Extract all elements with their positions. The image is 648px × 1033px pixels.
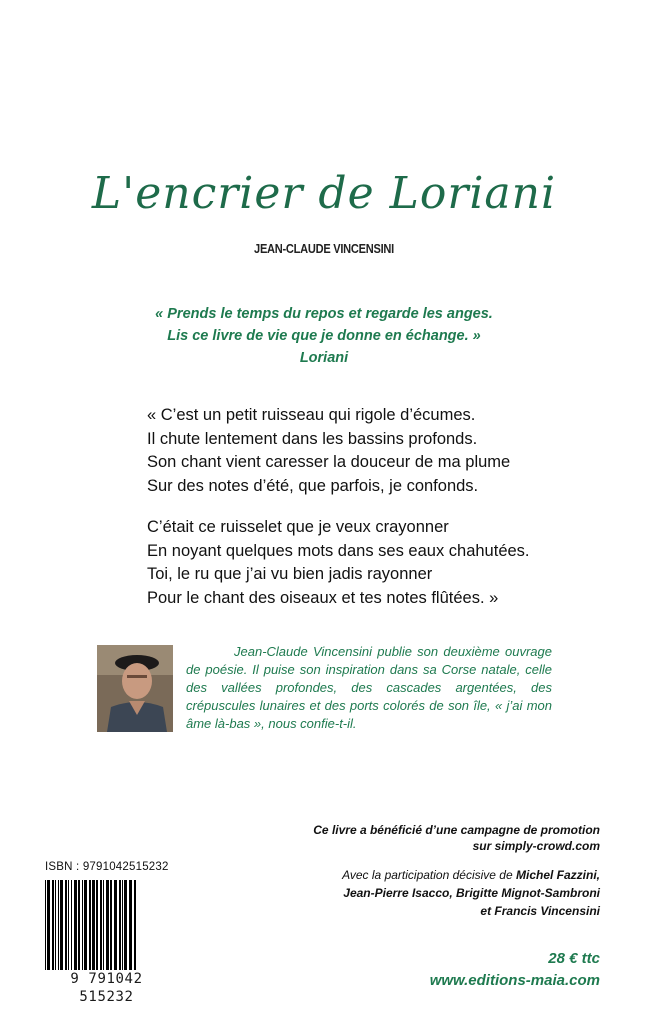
barcode-bar — [45, 880, 46, 972]
author-name: JEAN-CLAUDE VINCENSINI — [254, 241, 394, 256]
poem-line: Il chute lentement dans les bassins profonds. — [147, 429, 478, 448]
promo-line-1: Ce livre a bénéficié d’une campagne de promotion — [313, 823, 600, 837]
barcode-bar — [68, 880, 69, 972]
barcode-bar — [82, 880, 83, 972]
epigraph-attribution: Loriani — [299, 350, 349, 366]
price: 28 € ttc — [548, 950, 600, 967]
poem-line: Sur des notes d’été, que parfois, je confonds. — [147, 476, 479, 495]
epigraph — [0, 303, 648, 369]
barcode-bar — [84, 880, 87, 972]
barcode-bar — [74, 880, 77, 972]
barcode-bar — [52, 880, 54, 972]
barcode-bar — [124, 880, 127, 972]
barcode-bar — [89, 880, 91, 972]
barcode-bar — [122, 880, 123, 972]
poem-line: En noyant quelques mots dans ses eaux chahutées. — [147, 541, 530, 560]
epigraph-line-2: Lis ce livre de vie que je donne en échange. » — [167, 328, 481, 344]
barcode-bar — [106, 880, 109, 972]
barcode-bar — [60, 880, 63, 972]
epigraph-line-1: « Prends le temps du repos et regarde les anges. — [155, 306, 493, 322]
barcode-digits: 9 791042 515232 — [42, 970, 171, 1006]
price-block — [430, 948, 600, 992]
author-portrait-icon — [97, 645, 173, 732]
barcode-bar — [58, 880, 59, 972]
promo-note — [313, 822, 600, 854]
poem-stanza-2 — [147, 516, 587, 610]
participation-line-3: et Francis Vincensini — [480, 904, 600, 918]
poem-line: C’était ce ruisselet que je veux crayonner — [147, 518, 449, 536]
barcode-bar — [129, 880, 132, 972]
promo-line-2: sur simply-crowd.com — [472, 839, 600, 853]
barcode-bar — [71, 880, 72, 972]
poem-line: Pour le chant des oiseaux et tes notes flûtées. » — [147, 588, 499, 607]
poem-line: Son chant vient caresser la douceur de ma plume — [147, 453, 511, 471]
poem-line: Toi, le ru que j’ai vu bien jadis rayonner — [147, 565, 433, 583]
participation-intro: Avec la participation décisive de — [342, 868, 516, 882]
barcode-bar — [78, 880, 80, 972]
barcode-bar — [100, 880, 102, 972]
poem-line: « C’est un petit ruisseau qui rigole d’écumes. — [147, 406, 476, 424]
isbn-label: ISBN : 9791042515232 — [45, 861, 169, 873]
barcode-bar — [92, 880, 95, 972]
barcode-bar — [103, 880, 104, 972]
poem-stanza-1 — [147, 404, 587, 498]
barcode-bar — [65, 880, 67, 972]
book-title: L'encrier de Loriani — [91, 168, 557, 219]
participation-name-1: Michel Fazzini, — [515, 868, 600, 882]
barcode-icon — [42, 880, 171, 972]
author-bio: Jean-Claude Vincensini publie son deuxième ouvrage de poésie. Il puise son inspiration dans sa Corse natale, celle des vallées profondes, des cascades argentées, des crépuscules lunaires et des ports colorés de son île, « j’ai mon âme là-bas », nous confie-t-il. — [186, 644, 552, 731]
publisher-website: www.editions-maia.com — [429, 972, 600, 989]
barcode-bar — [110, 880, 112, 972]
barcode-bar — [119, 880, 121, 972]
participation-note — [342, 866, 600, 920]
barcode-bar — [114, 880, 117, 972]
barcode-bar — [96, 880, 98, 972]
participation-line-2: Jean-Pierre Isacco, Brigitte Mignot-Sambroni — [343, 886, 600, 900]
barcode-bar — [47, 880, 50, 972]
author-photo — [97, 645, 173, 732]
barcode-bar — [134, 880, 136, 972]
barcode-bar — [55, 880, 56, 972]
